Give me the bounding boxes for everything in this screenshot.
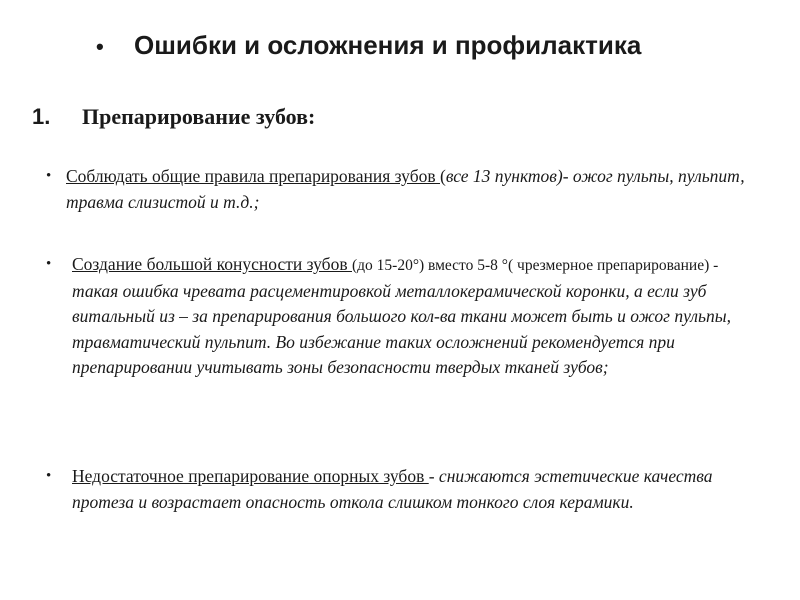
- item-italic-text: такая ошибка чревата расцементировкой металлокерамической коронки, а если зуб витальный из – за препарирования большого кол-ва ткани может быть и ожог пульпы, травматический пульпит. Во избежание таких осложнений рекомендуется при препарировании учитывать зоны безопасности твердых тканей зубов;: [72, 280, 731, 377]
- item-underlined-text: Создание большой конусности зубов: [72, 254, 352, 274]
- section-heading: [32, 104, 315, 130]
- item-paren: (: [440, 166, 446, 186]
- slide-title: [96, 30, 641, 61]
- item-italic-text: снижаются эстетические качества протеза и возрастает опасность откола слишком тонкого слоя керамики.: [72, 466, 713, 512]
- list-item-body: [66, 164, 766, 215]
- list-bullet: •: [46, 468, 52, 484]
- section-number: 1.: [32, 104, 51, 129]
- list-item-body: [72, 252, 766, 381]
- list-bullet: •: [46, 168, 52, 184]
- title-bullet: •: [96, 34, 104, 59]
- list-bullet: •: [46, 256, 52, 272]
- list-item: [46, 164, 766, 215]
- list-item-body: [72, 464, 766, 515]
- list-item: [46, 464, 766, 515]
- item-underlined-text: Недостаточное препарирование опорных зубов: [72, 466, 429, 486]
- item-separator: -: [428, 466, 439, 486]
- section-heading-text: Препарирование зубов:: [82, 104, 316, 129]
- item-underlined-text: Соблюдать общие правила препарирования зубов: [66, 166, 440, 186]
- title-text: Ошибки и осложнения и профилактика: [134, 30, 642, 60]
- list-item: [46, 252, 766, 381]
- item-italic-text: все 13 пунктов)- ожог пульпы, пульпит, травма слизистой и т.д.;: [66, 166, 745, 212]
- item-plain-text: (до 15-20°) вместо 5-8 °( чрезмерное препарирование) -: [351, 257, 719, 274]
